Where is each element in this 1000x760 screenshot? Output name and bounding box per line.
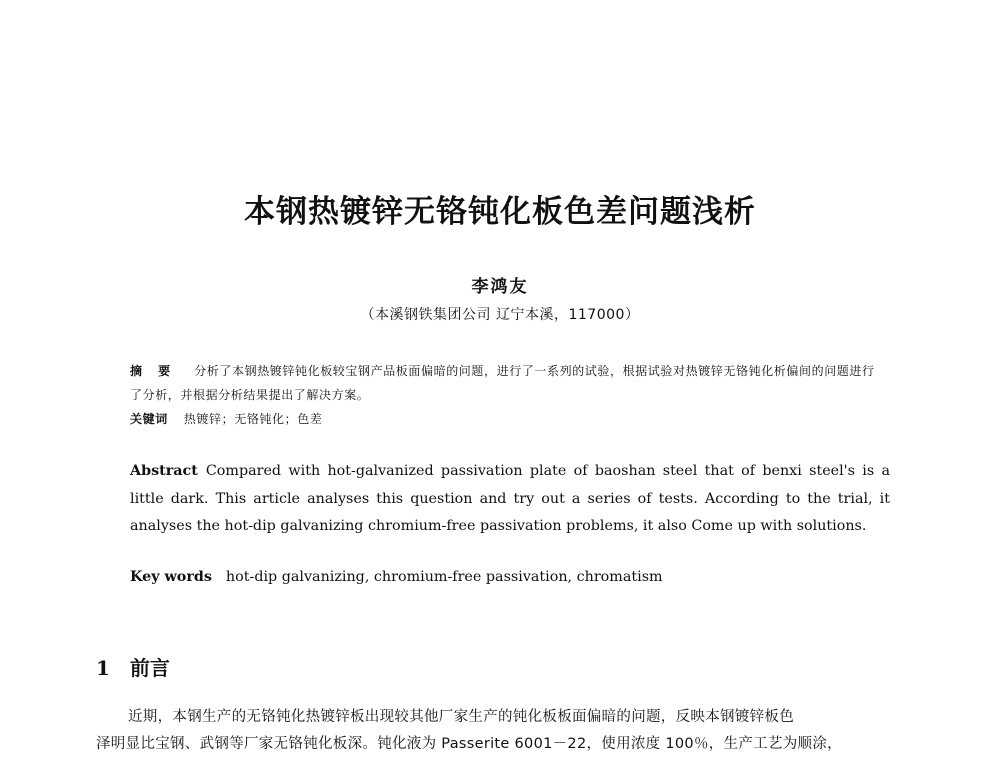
body-paragraph-line: 泽明显比宝钢、武钢等厂家无铬钝化板深。钝化液为 Passerite 6001－22，使用浓度 100％，生产工艺为顺涂， bbox=[96, 736, 842, 752]
chinese-abstract bbox=[130, 359, 880, 407]
paper-title: 本钢热镀锌无铬钝化板色差问题浅析 bbox=[244, 194, 756, 230]
english-abstract bbox=[130, 458, 890, 541]
chinese-abstract-label: 摘 要 bbox=[130, 364, 177, 378]
english-abstract-text: Compared with hot-galvanized passivation plate of baoshan steel that of benxi steel's is a little dark. This article analyses this question and try out a series of tests. According to the trial, it analyses the hot-dip galvanizing chromium-free passivation problems, it also Come up with solutions. bbox=[130, 463, 890, 534]
english-abstract-label: Abstract bbox=[130, 463, 198, 479]
english-keywords-label: Key words bbox=[130, 569, 212, 585]
section-title: 前言 bbox=[129, 656, 170, 680]
body-paragraph-line: 近期，本钢生产的无铬钝化热镀锌板出现较其他厂家生产的钝化板板面偏暗的问题，反映本钢镀锌板色 bbox=[128, 709, 794, 725]
section-heading bbox=[96, 652, 170, 681]
english-keywords bbox=[130, 569, 663, 585]
chinese-keywords-label: 关键词 bbox=[130, 412, 168, 426]
english-keywords-text: hot-dip galvanizing, chromium-free passivation, chromatism bbox=[225, 569, 663, 585]
author-affiliation: （本溪钢铁集团公司 辽宁本溪，117000） bbox=[360, 307, 640, 323]
section-body bbox=[96, 704, 910, 758]
chinese-keywords-text: 热镀锌；无铬钝化；色差 bbox=[183, 412, 323, 426]
chinese-abstract-text: 分析了本钢热镀锌钝化板较宝钢产品板面偏暗的问题，进行了一系列的试验，根据试验对热镀锌无铬钝化析偏间的问题进行了分析，并根据分析结果提出了解决方案。 bbox=[130, 364, 875, 402]
chinese-keywords bbox=[130, 410, 322, 427]
section-number: 1 bbox=[96, 656, 110, 680]
author-name: 李鸿友 bbox=[471, 277, 529, 297]
